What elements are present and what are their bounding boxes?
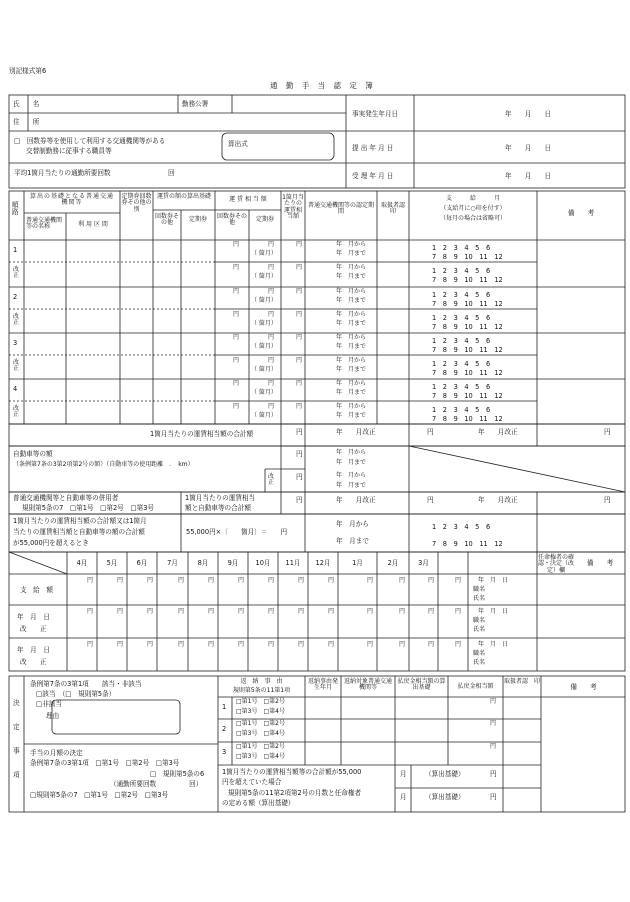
commuter-months: （ 箇月） (251, 412, 277, 419)
pay-months-b[interactable]: 7 8 9 10 11 12 (432, 300, 503, 308)
pay-month-header: 12月 (315, 559, 331, 567)
cert-period-header: 普通交通機関等の認定期間 (307, 202, 374, 216)
pay-yen: 円 (298, 608, 305, 615)
over-yen-1: 円 (490, 770, 497, 778)
route-number: 3 (13, 339, 18, 347)
confirm-date: 年 月 日 (478, 641, 509, 648)
pay-yen: 円 (238, 577, 245, 584)
over-from: 年 月から (336, 520, 369, 528)
payment-month-sub1: （支給月に○印を付す） (440, 205, 506, 212)
confirm-name: 氏名 (473, 626, 486, 633)
pay-yen: 円 (147, 641, 154, 648)
submit-date-value: 年 月 日 (505, 144, 552, 152)
decision-side-char: 定 (13, 723, 20, 731)
commuter-yen: 円 (268, 241, 275, 248)
receipt-date-label: 受 理 年 月 日 (352, 172, 394, 180)
return-checks-12[interactable]: □第1号 □第2号 (236, 720, 285, 727)
over-refund-3: 規則第5条の11第2項第2号の月数と任命権者 (228, 789, 362, 797)
period-to: 年 月まで (336, 412, 367, 419)
fare-equiv-coupon: 回数券その他 (216, 213, 247, 227)
return-index: 2 (222, 725, 227, 733)
pay-yen: 円 (367, 577, 374, 584)
pay-yen: 円 (87, 641, 94, 648)
confirm-post: 職名 (473, 586, 486, 593)
over-months-a[interactable]: 1 2 3 4 5 6 (432, 523, 491, 531)
monthly-total-yen3: 円 (604, 428, 611, 436)
refund-basis-header: 払戻金相当額の算出基礎 (397, 678, 446, 692)
pay-yen: 円 (117, 641, 124, 648)
ticket-type-header: 定期券回数券その他の別 (121, 193, 152, 213)
period-to: 年 月まで (336, 250, 367, 257)
pay-months-a[interactable]: 1 2 3 4 5 6 (432, 406, 491, 414)
car-yen-2: 円 (296, 473, 303, 481)
car-to-2: 年 月まで (336, 482, 367, 489)
over-refund-4: の定める額（算出基礎） (222, 799, 295, 807)
decision-line-2[interactable]: □該当 （□ 規則第5条） (36, 690, 116, 698)
commuter-months: （ 箇月） (251, 366, 277, 373)
over-basis-1: （算出基礎） (425, 770, 465, 778)
combo-yen3: 円 (604, 496, 611, 504)
period-from: 年 月から (336, 311, 367, 318)
pay-yen: 円 (178, 608, 185, 615)
fare-basis-coupon: 回数券その他 (154, 213, 179, 227)
pay-month-header: 4月 (76, 559, 88, 567)
commuter-months: （ 箇月） (251, 297, 277, 304)
pay-yen: 円 (238, 608, 245, 615)
return-checks-34[interactable]: □第3号 □第4号 (236, 730, 285, 737)
pay-month-header: 11月 (285, 559, 301, 567)
confirm-date: 年 月 日 (478, 608, 509, 615)
confirm-header: 任命権者の確認・決定（改 定）欄 (538, 554, 575, 574)
commuter-months: （ 箇月） (251, 320, 277, 327)
monthly-total-revise2: 年 月改正 (478, 428, 518, 436)
period-to: 年 月まで (336, 297, 367, 304)
pay-month-header: 1月 (352, 559, 363, 567)
pay-remarks-header: 備 考 (586, 559, 614, 567)
combo-total-label1: 1箇月当たりの運賃相当 (185, 494, 256, 502)
over-month-2: 月 (400, 793, 407, 801)
page-title: 通 勤 手 当 認 定 簿 (270, 81, 376, 90)
fare-basis-header: 運賃の額の算出基礎 (156, 193, 211, 200)
pay-yen: 円 (399, 641, 406, 648)
combo-yen: 円 (296, 496, 303, 504)
car-from-1: 年 月から (336, 449, 367, 456)
fare-equiv-commuter: 定期券 (255, 216, 274, 223)
combo-rule[interactable]: 規則第5条の7 □第1号 □第2号 □第3号 (22, 504, 154, 512)
pay-months-a[interactable]: 1 2 3 4 5 6 (432, 244, 491, 252)
commuter-yen: 円 (268, 311, 275, 318)
avg-commute-label: 平均1箇月当たりの通勤所要回数 (14, 169, 111, 177)
pay-yen: 円 (298, 577, 305, 584)
coupon-yen: 円 (233, 241, 240, 248)
over-formula: 55,000円×〔 箇月〕＝ 円 (186, 528, 288, 536)
pay-yen: 円 (178, 641, 185, 648)
monthly-yen: 円 (296, 334, 303, 341)
pay-yen: 円 (367, 641, 374, 648)
office-label: 勤務公署 (182, 100, 209, 108)
refund-yen: 円 (490, 720, 497, 727)
confirm-name: 氏名 (473, 659, 486, 666)
pay-month-header: 9月 (227, 559, 239, 567)
handler-stamp-header: 取扱者認 印 (380, 202, 412, 216)
period-to: 年 月まで (336, 366, 367, 373)
confirm-yen: 円 (455, 608, 462, 615)
coupon-yen: 円 (233, 311, 240, 318)
decision-line-9[interactable]: □規則第5条の7 □第1号 □第2号 □第3号 (30, 791, 169, 799)
pay-months-a[interactable]: 1 2 3 4 5 6 (432, 267, 491, 275)
over-yen-2: 円 (490, 793, 497, 801)
commuter-yen: 円 (268, 334, 275, 341)
decision-line-8: （通勤所要回数 回） (110, 780, 203, 788)
coupon-yen: 円 (233, 334, 240, 341)
coupon-yen: 円 (233, 288, 240, 295)
pay-yen: 円 (268, 641, 275, 648)
period-from: 年 月から (336, 241, 367, 248)
return-target-header: 返納対象普通交通機関等 (343, 678, 392, 692)
decision-line-1: 条例第7条の3第1項 該当・非該当 (30, 680, 142, 688)
route-revise: 改正 (13, 313, 20, 327)
commuter-yen: 円 (268, 357, 275, 364)
period-from: 年 月から (336, 357, 367, 364)
period-from: 年 月から (336, 288, 367, 295)
ticket-checkbox-label[interactable]: □ 回数券等を使用して利用する交通機関等がある (14, 137, 166, 145)
pay-yen: 円 (147, 608, 154, 615)
pay-yen: 円 (178, 577, 185, 584)
pay-yen: 円 (328, 577, 335, 584)
fare-basis-commuter: 定期券 (188, 216, 207, 223)
commuter-yen: 円 (268, 403, 275, 410)
over-basis-2: （算出基礎） (425, 793, 465, 801)
decision-line-3[interactable]: □非該当 (36, 700, 63, 708)
combo-revise: 年 月改正 (336, 496, 376, 504)
pay-months-b[interactable]: 7 8 9 10 11 12 (432, 276, 503, 284)
refund-equiv-header: 払戻金相当額 (457, 683, 494, 690)
pay-amount-label: 支 給 額 (20, 586, 53, 594)
pay-yen: 円 (298, 641, 305, 648)
return-date-header: 返納事由発生年月 (307, 678, 338, 692)
pay-yen: 円 (117, 577, 124, 584)
pay-yen: 円 (87, 608, 94, 615)
pay-months-a[interactable]: 1 2 3 4 5 6 (432, 360, 491, 368)
period-to: 年 月まで (336, 389, 367, 396)
name-label: 氏 名 (13, 100, 40, 108)
form-number: 別記様式第6 (9, 67, 47, 75)
pay-yen: 円 (147, 577, 154, 584)
route-number: 2 (13, 293, 18, 301)
decision-line-7[interactable]: □ 規則第5条の6 (150, 770, 205, 778)
period-to: 年 月まで (336, 273, 367, 280)
return-index: 1 (222, 703, 227, 711)
pay-months-a[interactable]: 1 2 3 4 5 6 (432, 337, 491, 345)
shift-worker-label: 交替制勤務に従事する職員等 (26, 147, 112, 155)
route-revise: 改正 (13, 359, 20, 373)
decision-handler-header: 取扱者認 印 (504, 678, 541, 685)
refund-yen: 円 (490, 698, 497, 705)
monthly-yen: 円 (296, 264, 303, 271)
pay-yen: 円 (87, 577, 94, 584)
period-from: 年 月から (336, 264, 367, 271)
combo-label: 普通交通機関等と自動車等の併用者 (13, 494, 119, 502)
decision-side-char: 項 (13, 771, 20, 779)
period-from: 年 月から (336, 380, 367, 387)
refund-yen: 円 (490, 743, 497, 750)
pay-yen: 円 (238, 641, 245, 648)
monthly-total-revise: 年 月改正 (336, 428, 376, 436)
car-revise-label: 改正 (268, 473, 275, 487)
coupon-yen: 円 (233, 380, 240, 387)
monthly-total-label: 1箇月当たりの運賃相当額の合計額 (150, 430, 254, 438)
car-yen-1: 円 (296, 450, 303, 458)
route-header: 順路 (12, 201, 19, 216)
pay-month-header: 8月 (197, 559, 209, 567)
pay-yen: 円 (428, 577, 435, 584)
commuter-yen: 円 (268, 380, 275, 387)
return-checks-34[interactable]: □第3号 □第4号 (236, 753, 285, 760)
pay-month-header: 2月 (387, 559, 399, 567)
calc-formula-label: 算出式 (228, 140, 248, 148)
pay-yen: 円 (367, 608, 374, 615)
avg-commute-unit: 回 (168, 169, 175, 177)
commuter-months: （ 箇月） (251, 273, 277, 280)
coupon-yen: 円 (233, 403, 240, 410)
commuter-months: （ 箇月） (251, 389, 277, 396)
fare-equiv-header: 運 賃 相 当 額 (229, 196, 267, 203)
address-label: 住 所 (13, 118, 40, 126)
pay-yen: 円 (428, 641, 435, 648)
decision-remarks-header: 備 考 (570, 683, 597, 691)
pay-months-a[interactable]: 1 2 3 4 5 6 (432, 314, 491, 322)
over-label-3: が55,000円を超えるとき (13, 539, 89, 547)
over-refund-1: 1箇月当たりの運賃相当額等の合計額が55,000 (222, 768, 362, 776)
confirm-date: 年 月 日 (478, 577, 509, 584)
period-to: 年 月まで (336, 320, 367, 327)
monthly-total-yen: 円 (296, 428, 303, 436)
pay-yen: 円 (268, 577, 275, 584)
revise-date-1b: 改 正 (20, 625, 47, 633)
basis-name-header: 普通交通機関等の名称 (26, 217, 63, 231)
pay-months-b[interactable]: 7 8 9 10 11 12 (432, 323, 503, 331)
route-revise: 改正 (13, 405, 20, 419)
pay-months-a[interactable]: 1 2 3 4 5 6 (432, 291, 491, 299)
revise-date-2a: 年 月 日 (17, 646, 50, 654)
over-to: 年 月まで (336, 537, 369, 545)
confirm-yen: 円 (455, 641, 462, 648)
receipt-date-value: 年 月 日 (505, 172, 552, 180)
revise-date-2b: 改 正 (20, 658, 47, 666)
decision-line-5: 手当の月額の決定 (30, 749, 83, 757)
decision-side-char: 決 (13, 699, 20, 707)
coupon-yen: 円 (233, 357, 240, 364)
decision-reason: 理由 (46, 712, 60, 720)
pay-yen: 円 (428, 608, 435, 615)
basis-header: 算出の基礎となる普通交通機関等 (29, 193, 114, 207)
car-amount-label: 自動車等の額 (13, 450, 53, 458)
over-month-1: 月 (400, 770, 407, 778)
basis-section-header: 利 用 区 間 (78, 221, 108, 228)
car-amount-detail: （条例第7条の3第2項第2号の額）（自動車等の使用距離 ． km） (13, 461, 194, 468)
monthly-total-yen2: 円 (427, 428, 434, 436)
commuter-yen: 円 (268, 288, 275, 295)
pay-months-a[interactable]: 1 2 3 4 5 6 (432, 383, 491, 391)
confirm-post: 職名 (473, 650, 486, 657)
pay-yen: 円 (117, 608, 124, 615)
event-date-value: 年 月 日 (505, 110, 552, 118)
decision-line-6[interactable]: 条例第7条の3第1項 □第1号 □第2号 □第3号 (30, 759, 180, 767)
over-months-b[interactable]: 7 8 9 10 11 12 (432, 540, 503, 548)
pay-month-header: 6月 (136, 559, 148, 567)
pay-month-header: 7月 (167, 559, 178, 567)
return-checks-34[interactable]: □第3号 □第4号 (236, 708, 285, 715)
pay-months-b[interactable]: 7 8 9 10 11 12 (432, 369, 503, 377)
route-revise: 改正 (13, 266, 20, 280)
combo-total-label2: 額と自動車等の合計額 (185, 504, 251, 512)
pay-month-header: 10月 (255, 559, 271, 567)
pay-months-b[interactable]: 7 8 9 10 11 12 (432, 415, 503, 423)
submit-date-label: 提 出 年 月 日 (352, 144, 394, 152)
pay-yen: 円 (268, 608, 275, 615)
payment-month-header: 支 給 月 (445, 195, 500, 202)
return-checks-12[interactable]: □第1号 □第2号 (236, 743, 285, 750)
car-from-2: 年 月から (336, 472, 367, 479)
pay-month-header: 5月 (106, 559, 118, 567)
over-refund-2: 円を超えていた場合 (222, 778, 282, 786)
confirm-yen: 円 (455, 577, 462, 584)
commuter-yen: 円 (268, 264, 275, 271)
monthly-yen: 円 (296, 241, 303, 248)
pay-yen: 円 (399, 608, 406, 615)
route-number: 4 (13, 385, 18, 393)
monthly-yen: 円 (296, 380, 303, 387)
monthly-yen: 円 (296, 357, 303, 364)
route-number: 1 (13, 246, 18, 254)
period-from: 年 月から (336, 403, 367, 410)
monthly-equiv-header: 1箇月当たりの運賃相当額 (282, 194, 304, 220)
monthly-yen: 円 (296, 288, 303, 295)
confirm-post: 職名 (473, 617, 486, 624)
event-date-label: 事実発生年月日 (352, 110, 399, 118)
over-label-1: 1箇月当たりの運賃相当額の合計額又は1箇月 (13, 517, 147, 525)
combo-revise2: 年 月改正 (478, 496, 518, 504)
remarks-header: 備 考 (567, 209, 595, 217)
revise-date-1a: 年 月 日 (17, 613, 50, 621)
return-checks-12[interactable]: □第1号 □第2号 (236, 698, 285, 705)
confirm-name: 氏名 (473, 595, 486, 602)
pay-yen: 円 (208, 641, 215, 648)
pay-yen: 円 (399, 577, 406, 584)
monthly-yen: 円 (296, 311, 303, 318)
combo-yen2: 円 (427, 496, 434, 504)
monthly-yen: 円 (296, 403, 303, 410)
pay-yen: 円 (328, 641, 335, 648)
period-to: 年 月まで (336, 343, 367, 350)
pay-month-header: 3月 (418, 559, 429, 567)
return-reason-rule: 規則第5条の11第1項 (232, 687, 291, 694)
pay-months-b[interactable]: 7 8 9 10 11 12 (432, 346, 503, 354)
pay-months-b[interactable]: 7 8 9 10 11 12 (432, 253, 503, 261)
over-label-2: 当たりの運賃相当額と自動車等の額の合計額 (13, 528, 145, 536)
pay-yen: 円 (208, 577, 215, 584)
commuter-months: （ 箇月） (251, 250, 277, 257)
coupon-yen: 円 (233, 264, 240, 271)
car-to-1: 年 月まで (336, 459, 367, 466)
commuter-months: （ 箇月） (251, 343, 277, 350)
decision-side-char: 事 (13, 747, 20, 755)
payment-month-sub2: （毎月の場合は省略可） (439, 215, 506, 222)
period-from: 年 月から (336, 334, 367, 341)
pay-yen: 円 (208, 608, 215, 615)
pay-months-b[interactable]: 7 8 9 10 11 12 (432, 392, 503, 400)
pay-yen: 円 (328, 608, 335, 615)
return-reason-header: 返 納 事 由 (240, 678, 283, 685)
return-index: 3 (222, 748, 227, 756)
